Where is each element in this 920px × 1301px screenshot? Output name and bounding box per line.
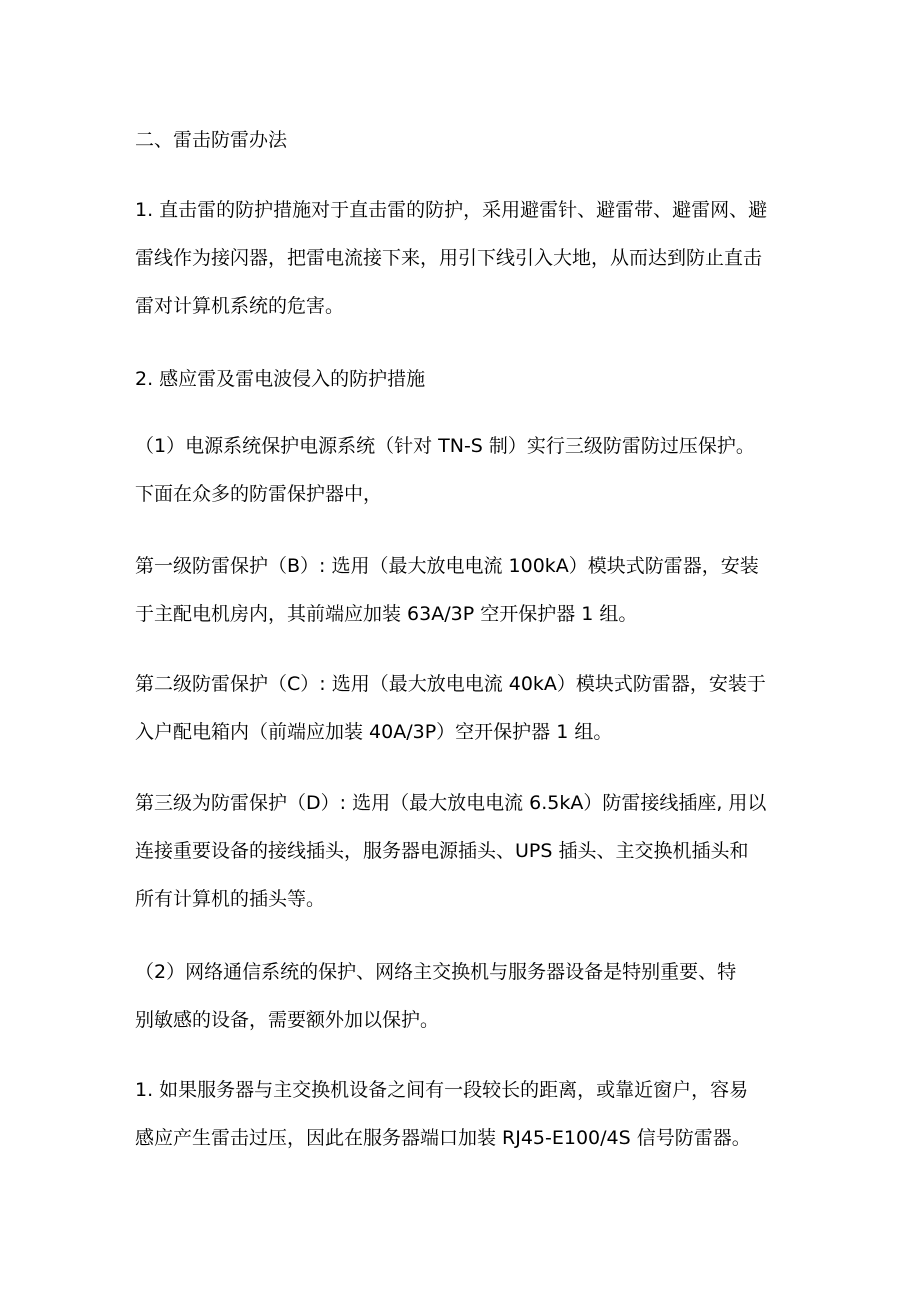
paragraph-level-two [135, 660, 795, 756]
paragraph-line: 感应产生雷击过压，因此在服务器端口加装 RJ45-E100/4S 信号防雷器。 [135, 1127, 751, 1149]
paragraph-line: 连接重要设备的接线插头，服务器电源插头、UPS 插头、主交换机插头和 [135, 840, 749, 862]
paragraph-server-signal-protector [135, 1066, 795, 1162]
paragraph-line: 第一级防雷保护（B）: 选用（最大放电电流 100kA）模块式防雷器，安装 [135, 555, 759, 577]
paragraph-level-one [135, 542, 795, 638]
paragraph-line: 1. 直击雷的防护措施对于直击雷的防护，采用避雷针、避雷带、避雷网、避 [135, 199, 768, 221]
paragraph-line: 下面在众多的防雷保护器中， [135, 483, 383, 505]
paragraph-line: （2）网络通信系统的保护、网络主交换机与服务器设备是特别重要、特 [135, 961, 737, 983]
paragraph-line: 第三级为防雷保护（D）: 选用（最大放电电流 6.5kA）防雷接线插座, 用以 [135, 792, 767, 814]
paragraph-line: 雷线作为接闪器，把雷电流接下来，用引下线引入大地，从而达到防止直击 [135, 247, 763, 269]
paragraph-induced-lightning [135, 355, 795, 403]
paragraph-line: 于主配电机房内，其前端应加装 63A/3P 空开保护器 1 组。 [135, 603, 638, 625]
paragraph-line: 别敏感的设备，需要额外加以保护。 [135, 1009, 440, 1031]
paragraph-line: 第二级防雷保护（C）: 选用（最大放电电流 40kA）模块式防雷器，安装于 [135, 673, 766, 695]
paragraph-network-protection [135, 948, 795, 1044]
paragraph-line: 雷对计算机系统的危害。 [135, 295, 345, 317]
paragraph-line: （1）电源系统保护电源系统（针对 TN-S 制）实行三级防雷防过压保护。 [135, 435, 755, 457]
paragraph-direct-lightning [135, 186, 795, 330]
paragraph-level-three [135, 779, 795, 923]
heading-text: 二、雷击防雷办法 [135, 129, 288, 151]
paragraph-line: 2. 感应雷及雷电波侵入的防护措施 [135, 368, 426, 390]
paragraph-line: 入户配电箱内（前端应加装 40A/3P）空开保护器 1 组。 [135, 721, 613, 743]
paragraph-power-protection [135, 422, 795, 518]
paragraph-line: 所有计算机的插头等。 [135, 888, 326, 910]
section-heading [135, 116, 795, 164]
paragraph-line: 1. 如果服务器与主交换机设备之间有一段较长的距离，或靠近窗户，容易 [135, 1079, 749, 1101]
